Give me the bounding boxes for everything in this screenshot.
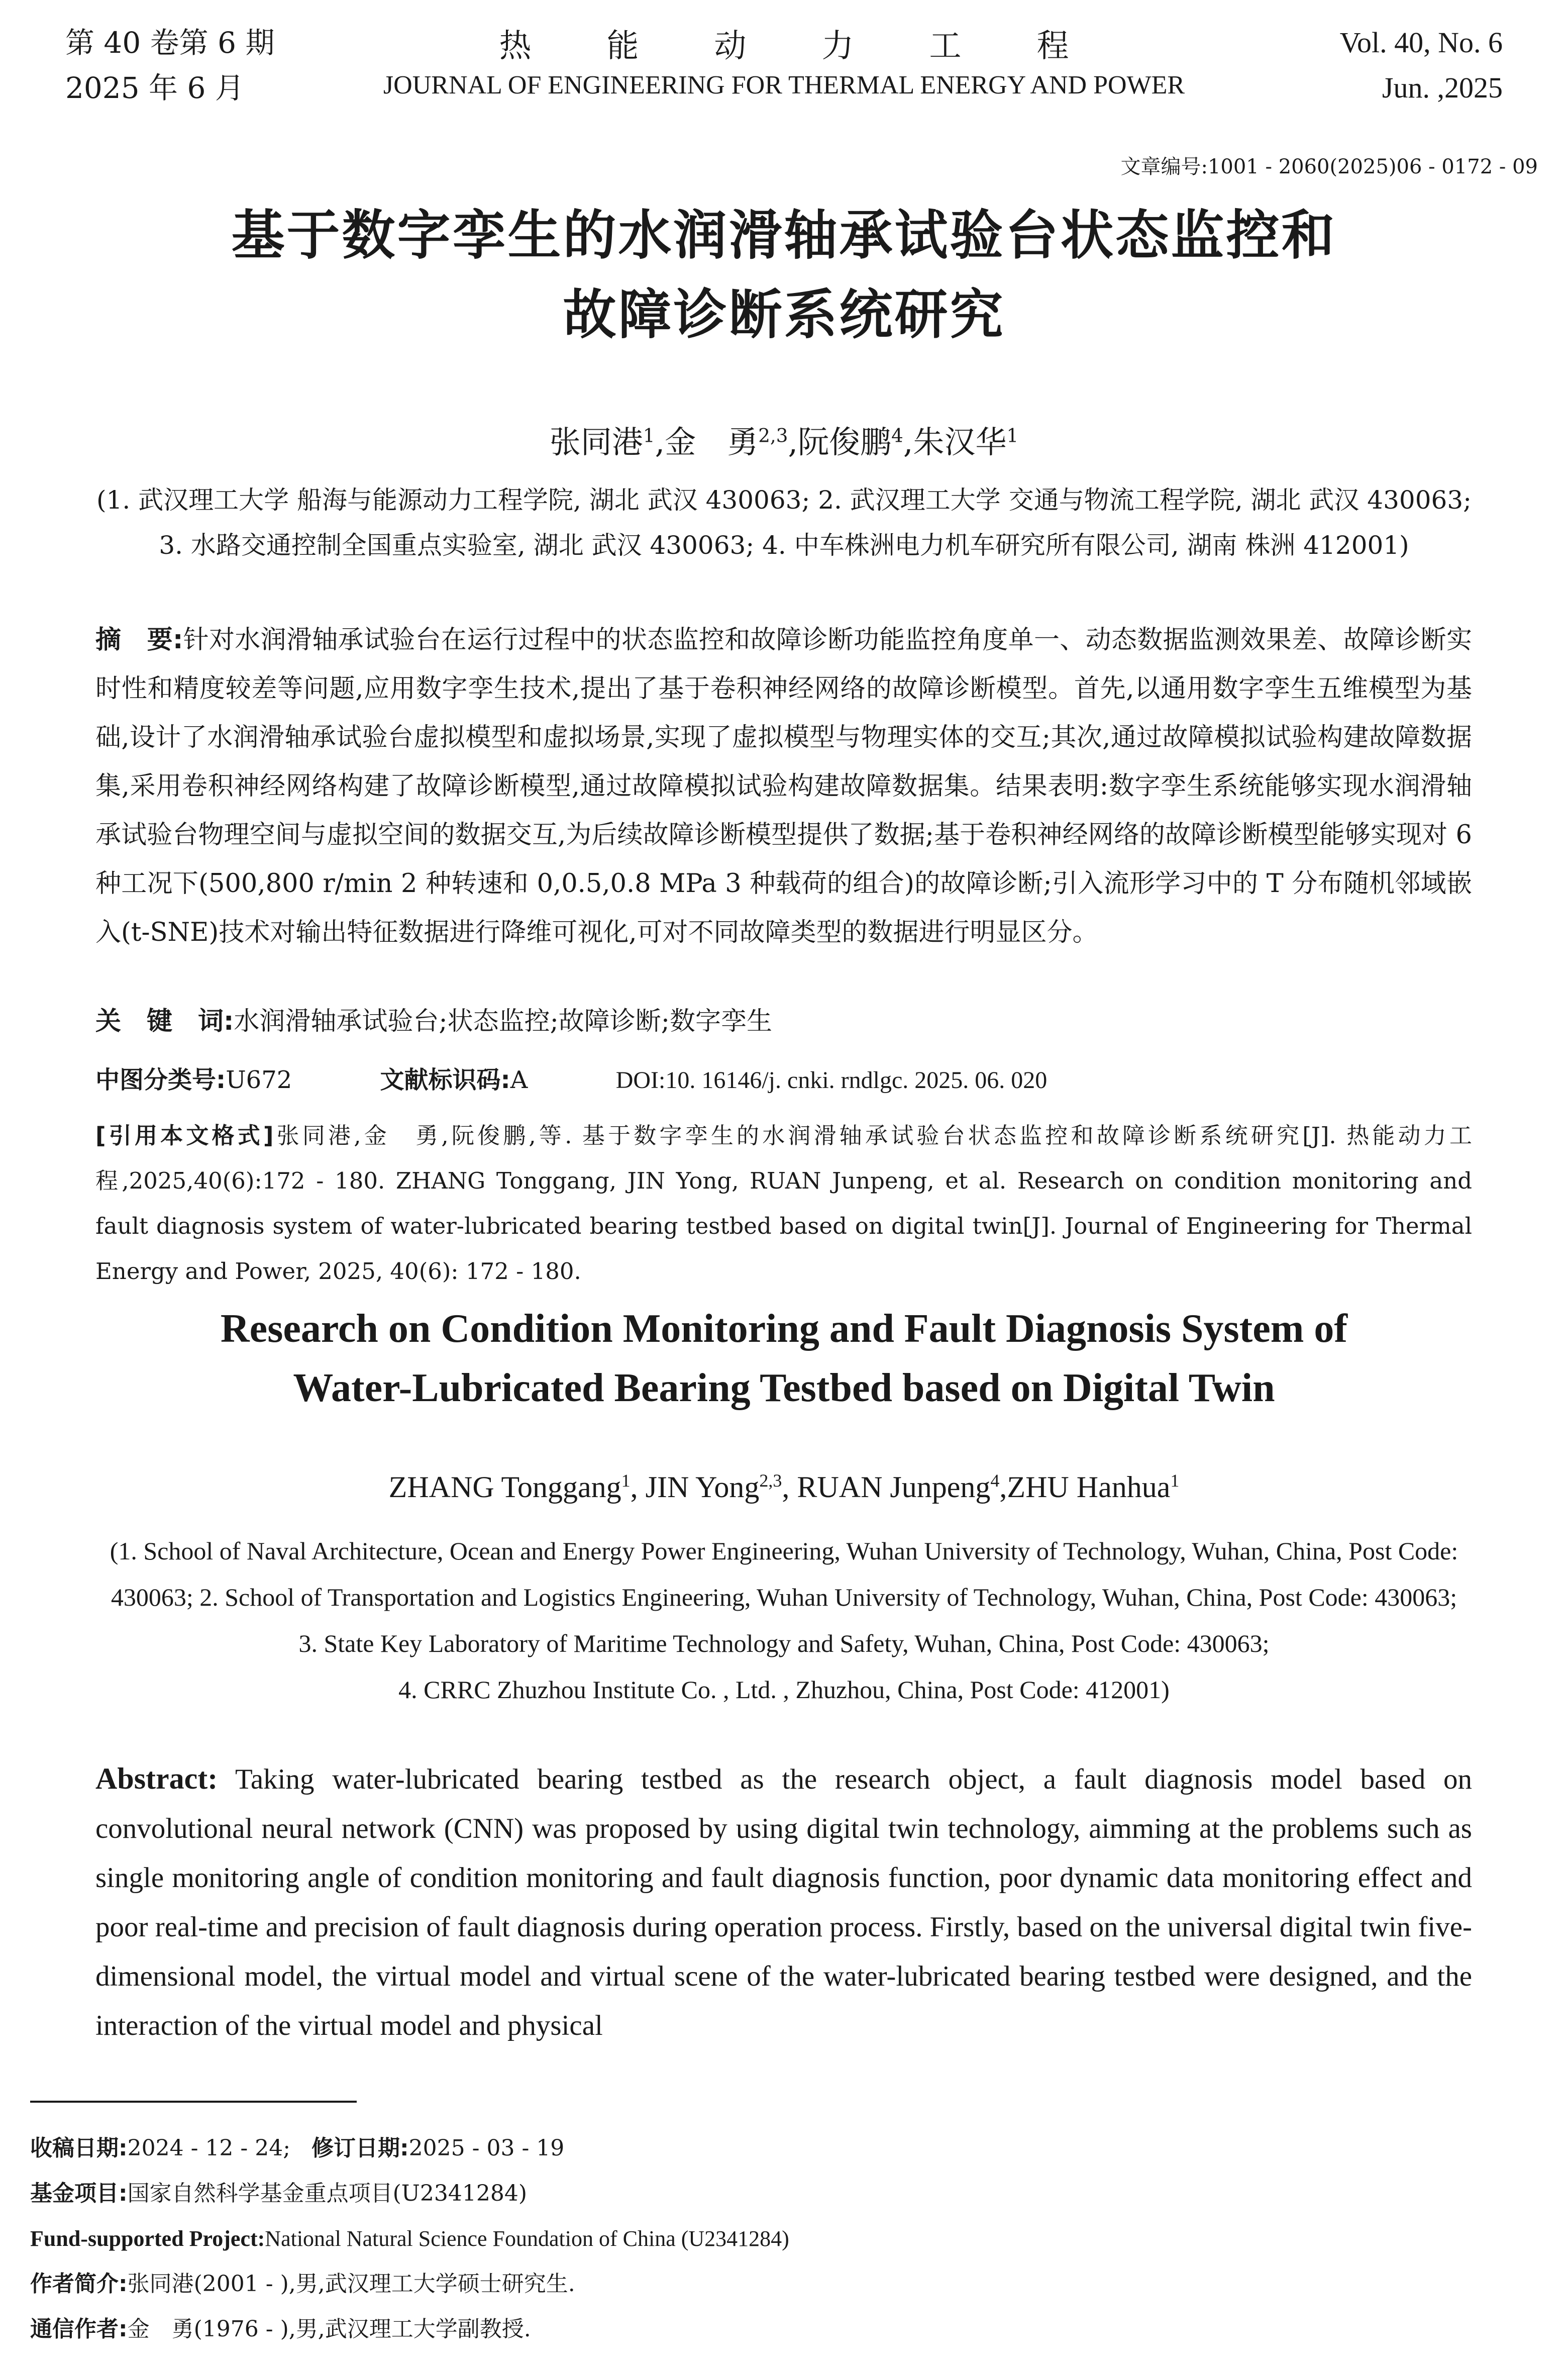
affiliation-line: (1. 武汉理工大学 船海与能源动力工程学院, 湖北 武汉 430063; 2. 武汉理工大学 交通与物流工程学院, 湖北 武汉 430063; xyxy=(96,485,1472,515)
footnote-fund-en xyxy=(30,2216,1537,2261)
fund-en-value: National Natural Science Foundation of China (U2341284) xyxy=(265,2226,789,2251)
corr-value: 金 勇(1976 - ),男,武汉理工大学副教授. xyxy=(127,2316,531,2342)
affiliation-line: 4. CRRC Zhuzhou Institute Co. , Ltd. , Zhuzhou, China, Post Code: 412001) xyxy=(398,1676,1170,1704)
footnote-author-bio xyxy=(30,2261,1537,2307)
abstract-en-text: Taking water-lubricated bearing testbed as the research object, a fault diagnosis model based on convolutional neural network (CNN) was proposed by using digital twin technology, aimming at the problems such as single monitoring angle of condition monitoring and fault diagnosis function, poor dynamic data monitoring effect and poor real-time and precision of fault diagnosis during operation process. Firstly, based on the universal digital twin five-dimensional model, the virtual model and virtual scene of the water-lubricated bearing testbed were designed, and the interaction of the virtual model and physical xyxy=(95,1763,1472,2041)
affiliations-cn xyxy=(0,477,1568,568)
authors-cn: 张同港$^1$,金 勇$^{2,3}$,阮俊鹏$^4$,朱汉华$^1$ xyxy=(549,424,1019,460)
bio-label: 作者简介: xyxy=(30,2271,128,2297)
footnote-rule xyxy=(30,2101,357,2103)
abstract-cn-text: 针对水润滑轴承试验台在运行过程中的状态监控和故障诊断功能监控角度单一、动态数据监测效果差、故障诊断实时性和精度较差等问题,应用数字孪生技术,提出了基于卷积神经网络的故障诊断模型。首先,以通用数字孪生五维模型为基础,设计了水润滑轴承试验台虚拟模型和虚拟场景,实现了虚拟模型与物理实体的交互;其次,通过故障模拟试验构建故障数据集,采用卷积神经网络构建了故障诊断模型,通过故障模拟试验构建故障数据集。结果表明:数字孪生系统能够实现水润滑轴承试验台物理空间与虚拟空间的数据交互,为后续故障诊断模型提供了数据;基于卷积神经网络的故障诊断模型能够实现对 6 种工况下(500,800 r/min 2 种转速和 0,0.5,0.8 MPa 3 种载荷的组合)的故障诊断;引入流形学习中的 T 分布随机邻域嵌入(t-SNE)技术对输出特征数据进行降维可视化,可对不同故障类型的数据进行明显区分。 xyxy=(95,625,1472,947)
footnote-fund xyxy=(30,2171,1537,2216)
keywords-cn-label: 关 键 词: xyxy=(95,1007,234,1036)
author-affil-sup: 4 xyxy=(990,1470,1000,1491)
author-name: 张同港 xyxy=(549,424,643,460)
authors-en: ZHANG Tonggang$^1$, JIN Yong$^{2,3}$, RUAN Junpeng$^4$,ZHU Hanhua$^1$ xyxy=(388,1470,1180,1504)
citation-text: 张同港,金 勇,阮俊鹏,等. 基于数字孪生的水润滑轴承试验台状态监控和故障诊断系统研究[J]. 热能动力工程,2025,40(6):172 - 180. ZHANG Tonggang, JIN Yong, RUAN Junpeng, et al. Research on condition monitoring and fault diagnosis system of water-lubricated bearing testbed based on digital twin[J]. Journal of Engineering for Thermal Energy and Power, 2025, 40(6): 172 - 180. xyxy=(95,1122,1472,1285)
title-en xyxy=(0,1299,1568,1418)
abstract-cn-label: 摘 要: xyxy=(95,625,183,655)
footnotes xyxy=(30,2126,1537,2352)
affiliation-line: 3. 水路交通控制全国重点实验室, 湖北 武汉 430063; 4. 中车株洲电力机车研究所有限公司, 湖南 株洲 412001) xyxy=(159,531,1409,560)
date-cn: 2025 年 6 月 xyxy=(65,71,244,105)
fund-en-label: Fund-supported Project: xyxy=(30,2226,265,2251)
fund-label: 基金项目: xyxy=(30,2181,128,2206)
volume-cn: 第 40 卷第 6 期 xyxy=(65,26,275,60)
fund-value: 国家自然科学基金重点项目(U2341284) xyxy=(127,2181,527,2206)
author-name: 朱汉华 xyxy=(913,424,1007,460)
author-affil-sup: 1 xyxy=(621,1470,631,1491)
abstract-en xyxy=(95,1754,1472,2050)
affiliation-line: 3. State Key Laboratory of Maritime Technology and Safety, Wuhan, China, Post Code: 430063; xyxy=(298,1629,1270,1657)
abstract-cn xyxy=(95,616,1472,957)
affiliation-line: 430063; 2. School of Transportation and Logistics Engineering, Wuhan University of Technology, Wuhan, China, Post Code: 430063; xyxy=(111,1583,1457,1611)
author-name: RUAN Junpeng xyxy=(797,1470,991,1504)
revised-value: 2025 - 03 - 19 xyxy=(408,2135,565,2161)
citation-format xyxy=(95,1113,1472,1294)
author-name: ZHANG Tonggang xyxy=(388,1470,621,1504)
clc-label: 中图分类号: xyxy=(95,1066,226,1094)
article-number: 文章编号:1001 - 2060(2025)06 - 0172 - 09 xyxy=(1120,155,1538,178)
author-name: JIN Yong xyxy=(645,1470,760,1504)
clc-value: U672 xyxy=(226,1066,292,1094)
author-affil-sup: 1 xyxy=(643,424,655,447)
footnote-corresponding xyxy=(30,2307,1537,2352)
journal-title-cn: 热能动力工程 xyxy=(499,28,1144,65)
author-affil-sup: 1 xyxy=(1170,1470,1180,1491)
date-en: Jun. ,2025 xyxy=(1382,71,1503,104)
author-name: 阮俊鹏 xyxy=(798,424,892,460)
keywords-cn xyxy=(95,1000,772,1037)
keywords-cn-text: 水润滑轴承试验台;状态监控;故障诊断;数字孪生 xyxy=(234,1007,772,1036)
doc-label: 文献标识码: xyxy=(380,1066,510,1094)
footnote-dates xyxy=(30,2126,1537,2171)
received-label: 收稿日期: xyxy=(30,2135,128,2161)
volume-en: Vol. 40, No. 6 xyxy=(1339,26,1503,59)
bio-value: 张同港(2001 - ),男,武汉理工大学硕士研究生. xyxy=(127,2271,575,2297)
header-volume-en xyxy=(1340,20,1503,111)
author-affil-sup: 1 xyxy=(1006,424,1019,447)
author-affil-sup: 2,3 xyxy=(759,1470,782,1491)
author-affil-sup: 2,3 xyxy=(758,424,788,447)
title-en-line1: Research on Condition Monitoring and Fault Diagnosis System of xyxy=(220,1307,1348,1351)
doc-value: A xyxy=(510,1066,528,1094)
title-cn-line1: 基于数字孪生的水润滑轴承试验台状态监控和 xyxy=(231,205,1337,266)
corr-label: 通信作者: xyxy=(30,2316,128,2342)
author-name: ZHU Hanhua xyxy=(1007,1470,1171,1504)
doi: DOI:10. 16146/j. cnki. rndlgc. 2025. 06. 020 xyxy=(615,1067,1048,1094)
title-cn xyxy=(0,196,1568,355)
citation-label: [引用本文格式] xyxy=(95,1122,274,1149)
journal-title-en: JOURNAL OF ENGINEERING FOR THERMAL ENERGY AND POWER xyxy=(383,71,1185,100)
classification-line xyxy=(95,1060,1472,1095)
author-name: 金 勇 xyxy=(665,424,759,460)
affiliation-line: (1. School of Naval Architecture, Ocean and Energy Power Engineering, Wuhan University of Technology, Wuhan, China, Post Code: xyxy=(110,1537,1458,1565)
title-cn-line2: 故障诊断系统研究 xyxy=(563,284,1005,346)
revised-label: 修订日期: xyxy=(311,2135,409,2161)
title-en-line2: Water-Lubricated Bearing Testbed based on Digital Twin xyxy=(293,1366,1275,1410)
affiliations-en xyxy=(30,1528,1538,1713)
author-affil-sup: 4 xyxy=(891,424,903,447)
received-value: 2024 - 12 - 24; xyxy=(127,2135,291,2161)
abstract-en-label: Abstract: xyxy=(95,1762,218,1795)
